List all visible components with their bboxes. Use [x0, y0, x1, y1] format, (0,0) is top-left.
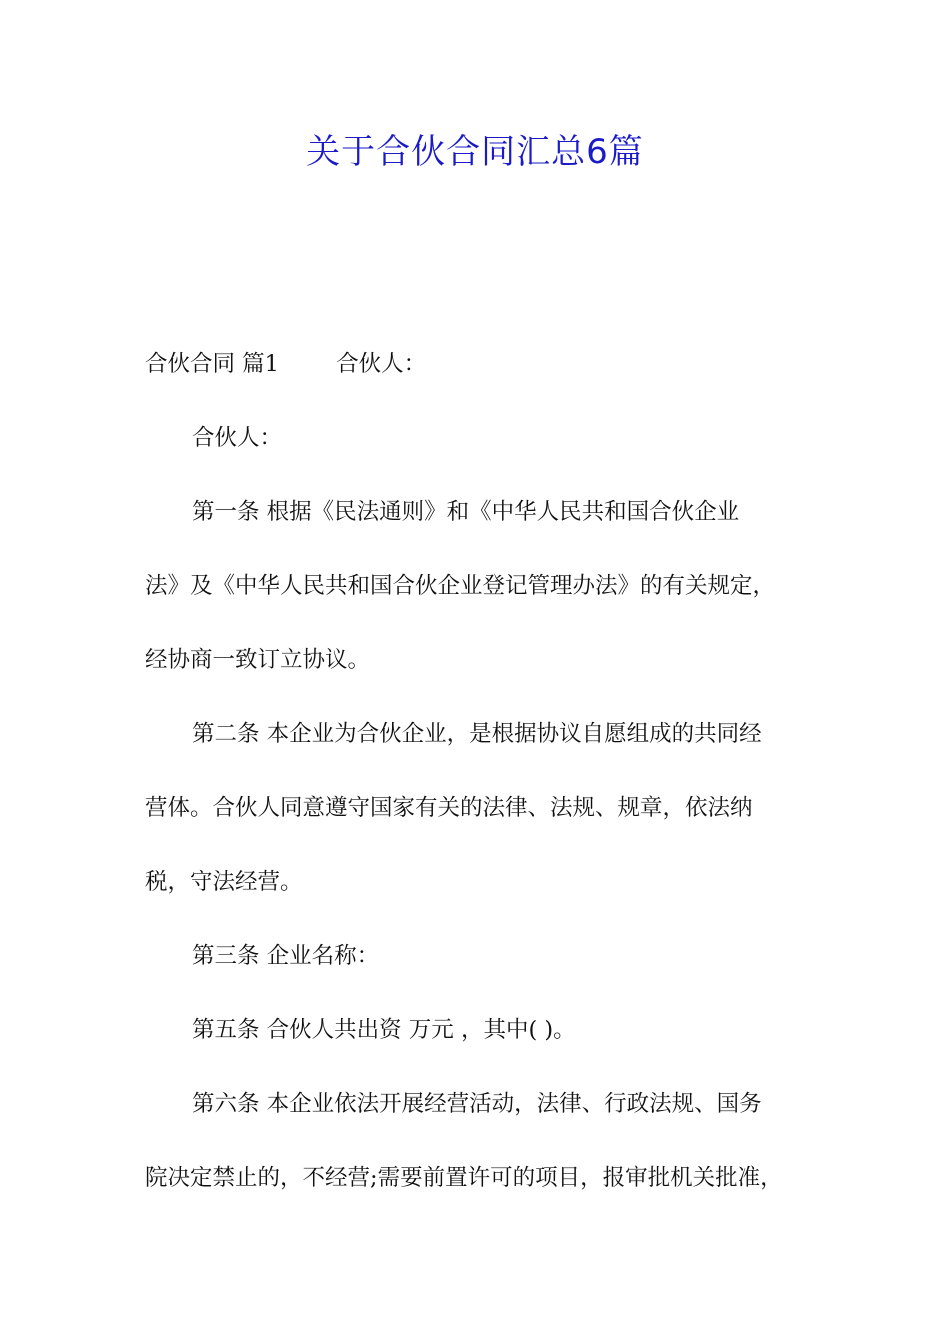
section-heading-line: [145, 336, 815, 392]
paragraph-gap: [145, 392, 815, 410]
paragraph-gap: [145, 688, 815, 706]
partner-label: 合伙人：: [336, 351, 427, 377]
paragraph-line: 营体。合伙人同意遵守国家有关的法律、法规、规章，依法纳: [145, 795, 753, 821]
paragraph-line: 法》及《中华人民共和国合伙企业登记管理办法》的有关规定，: [145, 573, 776, 599]
paragraph-line: 经协商一致订立协议。: [145, 647, 371, 673]
paragraph-line: 合伙人：: [192, 425, 283, 451]
paragraph-line: 第六条 本企业依法开展经营活动，法律、行政法规、国务: [192, 1091, 762, 1117]
section-label: 合伙合同 篇1: [145, 351, 279, 377]
paragraph-line: 院决定禁止的，不经营;需要前置许可的项目，报审批机关批准，: [145, 1165, 783, 1191]
paragraph-gap: [145, 540, 815, 558]
paragraph-line: 第一条 根据《民法通则》和《中华人民共和国合伙企业: [192, 499, 740, 525]
paragraph-gap: [145, 1058, 815, 1076]
paragraph-gap: [145, 984, 815, 1002]
paragraph-line: 第五条 合伙人共出资 万元 ，其中( )。: [192, 1017, 576, 1043]
paragraph-line: 第二条 本企业为合伙企业，是根据协议自愿组成的共同经: [192, 721, 762, 747]
paragraph-gap: [145, 466, 815, 484]
paragraph-gap: [145, 910, 815, 928]
paragraph-line: 第三条 企业名称：: [192, 943, 380, 969]
paragraph-gap: [145, 762, 815, 780]
document-body: [145, 336, 815, 1206]
paragraph-gap: [145, 614, 815, 632]
document-title: 关于合伙合同汇总6篇: [306, 132, 644, 172]
paragraph-gap: [145, 1132, 815, 1150]
paragraph-gap: [145, 836, 815, 854]
paragraph-line: 税，守法经营。: [145, 869, 303, 895]
